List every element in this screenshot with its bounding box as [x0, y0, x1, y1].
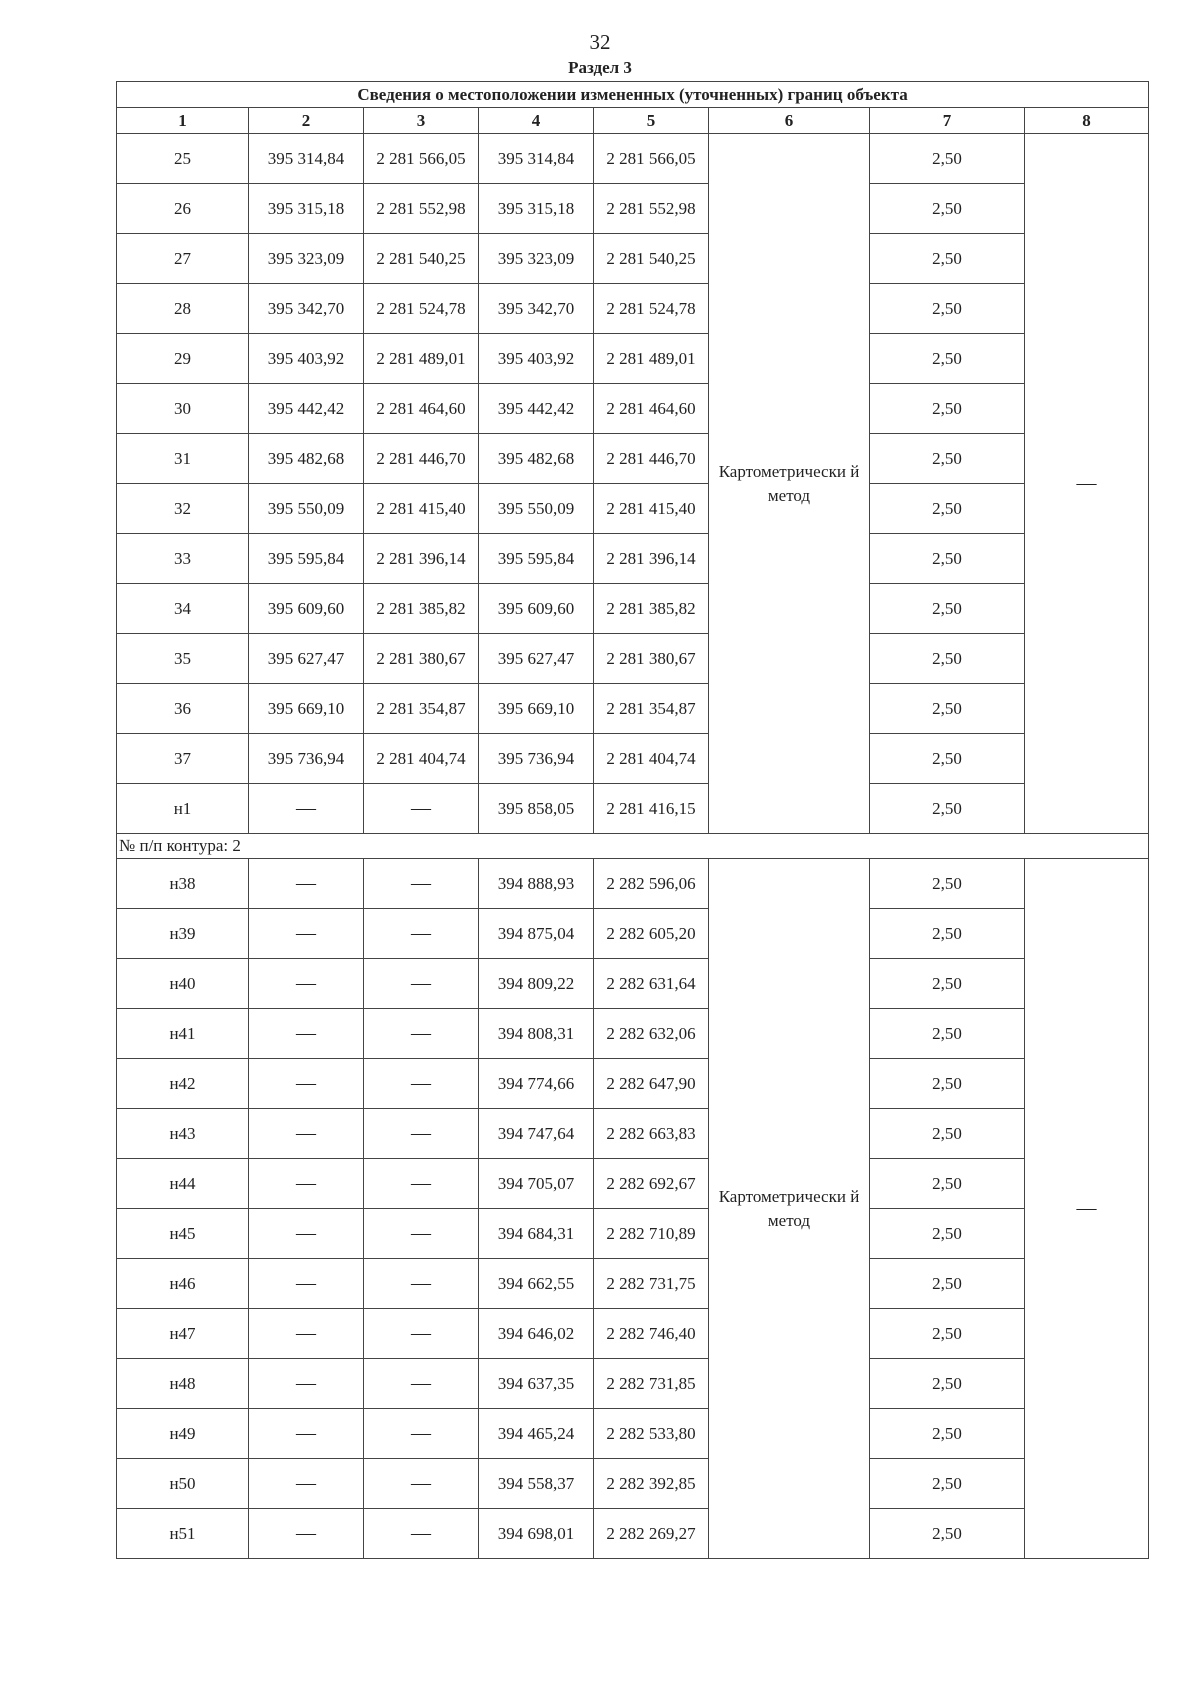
column-number-4: 4 — [479, 108, 594, 134]
section-title: Раздел 3 — [568, 58, 632, 77]
column-number-8: 8 — [1025, 108, 1149, 134]
existing-x-cell: — — [249, 1209, 364, 1259]
existing-x-cell: — — [249, 1509, 364, 1559]
column-number-7: 7 — [870, 108, 1025, 134]
updated-x-cell: 395 736,94 — [479, 734, 594, 784]
table-caption: Сведения о местоположении измененных (уточненных) границ объекта — [117, 82, 1149, 108]
updated-y-cell: 2 281 540,25 — [594, 234, 709, 284]
updated-x-cell: 395 315,18 — [479, 184, 594, 234]
point-number-cell: 28 — [117, 284, 249, 334]
point-number-cell: 37 — [117, 734, 249, 784]
existing-x-cell: — — [249, 784, 364, 834]
column-8-dash-cell: — — [1025, 134, 1149, 834]
point-number-cell: н46 — [117, 1259, 249, 1309]
existing-x-cell: — — [249, 1409, 364, 1459]
updated-x-cell: 394 662,55 — [479, 1259, 594, 1309]
existing-y-cell: 2 281 380,67 — [364, 634, 479, 684]
point-number-cell: н51 — [117, 1509, 249, 1559]
table-row — [117, 434, 1149, 484]
column-number-1: 1 — [117, 108, 249, 134]
table-row — [117, 1159, 1149, 1209]
point-number-cell: н41 — [117, 1009, 249, 1059]
existing-x-cell: — — [249, 1109, 364, 1159]
existing-y-cell: 2 281 354,87 — [364, 684, 479, 734]
accuracy-cell: 2,50 — [870, 959, 1025, 1009]
updated-y-cell: 2 282 632,06 — [594, 1009, 709, 1059]
table-row — [117, 334, 1149, 384]
existing-x-cell: — — [249, 1009, 364, 1059]
updated-y-cell: 2 281 415,40 — [594, 484, 709, 534]
updated-x-cell: 394 774,66 — [479, 1059, 594, 1109]
boundary-coordinates-table — [116, 81, 1149, 1559]
existing-x-cell: 395 315,18 — [249, 184, 364, 234]
updated-y-cell: 2 282 663,83 — [594, 1109, 709, 1159]
table-row — [117, 1259, 1149, 1309]
table-row — [117, 1209, 1149, 1259]
accuracy-cell: 2,50 — [870, 909, 1025, 959]
updated-x-cell: 395 595,84 — [479, 534, 594, 584]
updated-x-cell: 394 698,01 — [479, 1509, 594, 1559]
existing-y-cell: — — [364, 1109, 479, 1159]
existing-x-cell: — — [249, 1359, 364, 1409]
updated-x-cell: 395 627,47 — [479, 634, 594, 684]
point-number-cell: н45 — [117, 1209, 249, 1259]
point-number-cell: н42 — [117, 1059, 249, 1109]
existing-y-cell: — — [364, 1009, 479, 1059]
table-row — [117, 784, 1149, 834]
accuracy-cell: 2,50 — [870, 1509, 1025, 1559]
point-number-cell: н38 — [117, 859, 249, 909]
updated-x-cell: 394 705,07 — [479, 1159, 594, 1209]
updated-y-cell: 2 281 404,74 — [594, 734, 709, 784]
table-row — [117, 634, 1149, 684]
accuracy-cell: 2,50 — [870, 484, 1025, 534]
updated-y-cell: 2 282 731,75 — [594, 1259, 709, 1309]
accuracy-cell: 2,50 — [870, 734, 1025, 784]
accuracy-cell: 2,50 — [870, 384, 1025, 434]
updated-y-cell: 2 282 596,06 — [594, 859, 709, 909]
updated-x-cell: 395 342,70 — [479, 284, 594, 334]
updated-y-cell: 2 282 746,40 — [594, 1309, 709, 1359]
table-row — [117, 909, 1149, 959]
existing-x-cell: — — [249, 1159, 364, 1209]
existing-x-cell: 395 482,68 — [249, 434, 364, 484]
point-number-cell: 33 — [117, 534, 249, 584]
updated-y-cell: 2 281 354,87 — [594, 684, 709, 734]
updated-x-cell: 394 646,02 — [479, 1309, 594, 1359]
updated-x-cell: 394 875,04 — [479, 909, 594, 959]
accuracy-cell: 2,50 — [870, 859, 1025, 909]
existing-y-cell: 2 281 524,78 — [364, 284, 479, 334]
existing-x-cell: — — [249, 1309, 364, 1359]
existing-y-cell: 2 281 566,05 — [364, 134, 479, 184]
column-number-6: 6 — [709, 108, 870, 134]
method-cell: Картометрически й метод — [709, 859, 870, 1559]
accuracy-cell: 2,50 — [870, 684, 1025, 734]
table-row — [117, 684, 1149, 734]
updated-y-cell: 2 281 446,70 — [594, 434, 709, 484]
existing-y-cell: — — [364, 1459, 479, 1509]
existing-x-cell: 395 550,09 — [249, 484, 364, 534]
table-row — [117, 1409, 1149, 1459]
updated-y-cell: 2 282 731,85 — [594, 1359, 709, 1409]
column-number-3: 3 — [364, 108, 479, 134]
existing-y-cell: 2 281 540,25 — [364, 234, 479, 284]
accuracy-cell: 2,50 — [870, 1059, 1025, 1109]
updated-x-cell: 395 482,68 — [479, 434, 594, 484]
point-number-cell: н50 — [117, 1459, 249, 1509]
point-number-cell: 29 — [117, 334, 249, 384]
updated-y-cell: 2 282 533,80 — [594, 1409, 709, 1459]
updated-y-cell: 2 281 385,82 — [594, 584, 709, 634]
table-row — [117, 1109, 1149, 1159]
point-number-cell: н48 — [117, 1359, 249, 1409]
table-row — [117, 134, 1149, 184]
updated-y-cell: 2 281 396,14 — [594, 534, 709, 584]
existing-x-cell: — — [249, 1059, 364, 1109]
point-number-cell: 26 — [117, 184, 249, 234]
updated-y-cell: 2 282 692,67 — [594, 1159, 709, 1209]
updated-x-cell: 394 888,93 — [479, 859, 594, 909]
updated-x-cell: 395 442,42 — [479, 384, 594, 434]
table-row — [117, 859, 1149, 909]
existing-y-cell: 2 281 489,01 — [364, 334, 479, 384]
column-number-5: 5 — [594, 108, 709, 134]
accuracy-cell: 2,50 — [870, 1309, 1025, 1359]
accuracy-cell: 2,50 — [870, 1359, 1025, 1409]
updated-y-cell: 2 282 710,89 — [594, 1209, 709, 1259]
updated-x-cell: 395 609,60 — [479, 584, 594, 634]
existing-y-cell: 2 281 396,14 — [364, 534, 479, 584]
updated-x-cell: 394 465,24 — [479, 1409, 594, 1459]
existing-x-cell: — — [249, 909, 364, 959]
existing-x-cell: 395 609,60 — [249, 584, 364, 634]
existing-x-cell: — — [249, 959, 364, 1009]
existing-x-cell: — — [249, 1259, 364, 1309]
updated-x-cell: 394 747,64 — [479, 1109, 594, 1159]
updated-y-cell: 2 282 647,90 — [594, 1059, 709, 1109]
table-row — [117, 1309, 1149, 1359]
updated-y-cell: 2 281 552,98 — [594, 184, 709, 234]
point-number-cell: н39 — [117, 909, 249, 959]
existing-y-cell: — — [364, 1159, 479, 1209]
updated-y-cell: 2 281 380,67 — [594, 634, 709, 684]
table-row — [117, 1459, 1149, 1509]
existing-y-cell: — — [364, 1409, 479, 1459]
updated-y-cell: 2 282 605,20 — [594, 909, 709, 959]
existing-x-cell: 395 669,10 — [249, 684, 364, 734]
updated-x-cell: 394 808,31 — [479, 1009, 594, 1059]
existing-y-cell: — — [364, 1209, 479, 1259]
accuracy-cell: 2,50 — [870, 1159, 1025, 1209]
table-row — [117, 734, 1149, 784]
existing-y-cell: — — [364, 1359, 479, 1409]
updated-y-cell: 2 282 631,64 — [594, 959, 709, 1009]
contour-label-row — [117, 834, 1149, 859]
existing-y-cell: 2 281 415,40 — [364, 484, 479, 534]
updated-y-cell: 2 281 416,15 — [594, 784, 709, 834]
existing-y-cell: — — [364, 859, 479, 909]
point-number-cell: н47 — [117, 1309, 249, 1359]
table-row — [117, 534, 1149, 584]
existing-y-cell: 2 281 464,60 — [364, 384, 479, 434]
point-number-cell: н1 — [117, 784, 249, 834]
updated-y-cell: 2 281 489,01 — [594, 334, 709, 384]
table-row — [117, 1359, 1149, 1409]
point-number-cell: 27 — [117, 234, 249, 284]
accuracy-cell: 2,50 — [870, 1109, 1025, 1159]
existing-y-cell: — — [364, 1259, 479, 1309]
accuracy-cell: 2,50 — [870, 134, 1025, 184]
updated-x-cell: 395 858,05 — [479, 784, 594, 834]
accuracy-cell: 2,50 — [870, 234, 1025, 284]
accuracy-cell: 2,50 — [870, 1459, 1025, 1509]
point-number-cell: 36 — [117, 684, 249, 734]
existing-x-cell: — — [249, 1459, 364, 1509]
accuracy-cell: 2,50 — [870, 1259, 1025, 1309]
existing-x-cell: 395 442,42 — [249, 384, 364, 434]
existing-x-cell: — — [249, 859, 364, 909]
existing-y-cell: — — [364, 1309, 479, 1359]
existing-x-cell: 395 323,09 — [249, 234, 364, 284]
accuracy-cell: 2,50 — [870, 784, 1025, 834]
existing-y-cell: 2 281 552,98 — [364, 184, 479, 234]
existing-y-cell: — — [364, 959, 479, 1009]
point-number-cell: 34 — [117, 584, 249, 634]
existing-x-cell: 395 736,94 — [249, 734, 364, 784]
updated-x-cell: 394 637,35 — [479, 1359, 594, 1409]
updated-x-cell: 394 684,31 — [479, 1209, 594, 1259]
point-number-cell: 35 — [117, 634, 249, 684]
existing-x-cell: 395 595,84 — [249, 534, 364, 584]
page-number: 32 — [589, 30, 611, 54]
existing-y-cell: — — [364, 1509, 479, 1559]
contour-label: № п/п контура: 2 — [117, 834, 1149, 859]
point-number-cell: н44 — [117, 1159, 249, 1209]
existing-y-cell: — — [364, 1059, 479, 1109]
accuracy-cell: 2,50 — [870, 334, 1025, 384]
accuracy-cell: 2,50 — [870, 534, 1025, 584]
accuracy-cell: 2,50 — [870, 1209, 1025, 1259]
existing-y-cell: 2 281 446,70 — [364, 434, 479, 484]
accuracy-cell: 2,50 — [870, 634, 1025, 684]
existing-x-cell: 395 627,47 — [249, 634, 364, 684]
point-number-cell: 30 — [117, 384, 249, 434]
table-row — [117, 584, 1149, 634]
updated-x-cell: 394 558,37 — [479, 1459, 594, 1509]
accuracy-cell: 2,50 — [870, 584, 1025, 634]
accuracy-cell: 2,50 — [870, 1009, 1025, 1059]
table-row — [117, 1059, 1149, 1109]
point-number-cell: н43 — [117, 1109, 249, 1159]
existing-y-cell: 2 281 385,82 — [364, 584, 479, 634]
column-number-row — [117, 108, 1149, 134]
updated-y-cell: 2 282 392,85 — [594, 1459, 709, 1509]
existing-x-cell: 395 314,84 — [249, 134, 364, 184]
table-row — [117, 959, 1149, 1009]
table-row — [117, 234, 1149, 284]
method-cell: Картометрически й метод — [709, 134, 870, 834]
column-8-dash-cell: — — [1025, 859, 1149, 1559]
point-number-cell: 25 — [117, 134, 249, 184]
table-row — [117, 1009, 1149, 1059]
point-number-cell: 32 — [117, 484, 249, 534]
point-number-cell: н40 — [117, 959, 249, 1009]
updated-y-cell: 2 282 269,27 — [594, 1509, 709, 1559]
point-number-cell: 31 — [117, 434, 249, 484]
updated-x-cell: 395 669,10 — [479, 684, 594, 734]
existing-x-cell: 395 403,92 — [249, 334, 364, 384]
table-row — [117, 184, 1149, 234]
table-row — [117, 284, 1149, 334]
updated-x-cell: 395 314,84 — [479, 134, 594, 184]
updated-y-cell: 2 281 464,60 — [594, 384, 709, 434]
accuracy-cell: 2,50 — [870, 434, 1025, 484]
updated-y-cell: 2 281 524,78 — [594, 284, 709, 334]
updated-x-cell: 395 550,09 — [479, 484, 594, 534]
point-number-cell: н49 — [117, 1409, 249, 1459]
accuracy-cell: 2,50 — [870, 1409, 1025, 1459]
table-row — [117, 1509, 1149, 1559]
table-row — [117, 384, 1149, 434]
table-row — [117, 484, 1149, 534]
updated-y-cell: 2 281 566,05 — [594, 134, 709, 184]
existing-x-cell: 395 342,70 — [249, 284, 364, 334]
accuracy-cell: 2,50 — [870, 284, 1025, 334]
existing-y-cell: — — [364, 784, 479, 834]
column-number-2: 2 — [249, 108, 364, 134]
updated-x-cell: 395 323,09 — [479, 234, 594, 284]
existing-y-cell: — — [364, 909, 479, 959]
updated-x-cell: 395 403,92 — [479, 334, 594, 384]
existing-y-cell: 2 281 404,74 — [364, 734, 479, 784]
updated-x-cell: 394 809,22 — [479, 959, 594, 1009]
accuracy-cell: 2,50 — [870, 184, 1025, 234]
